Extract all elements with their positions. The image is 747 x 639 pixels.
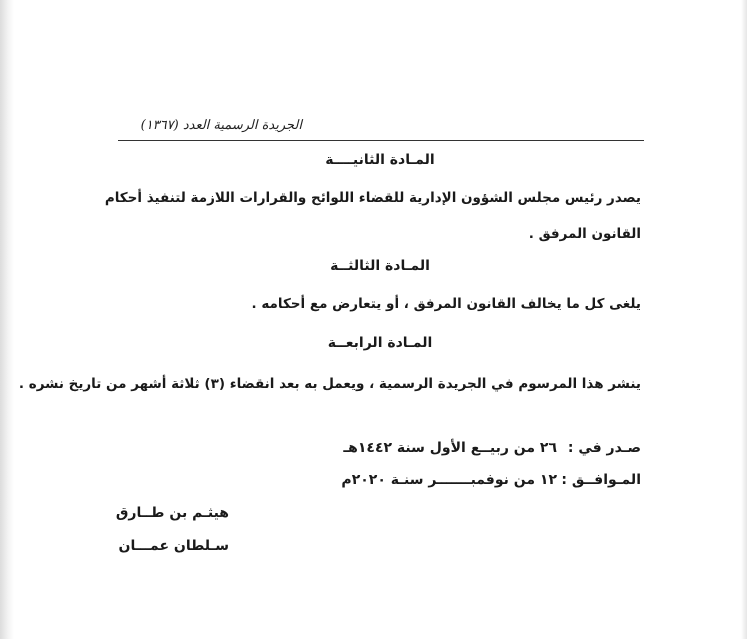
signatory-title: سـلطان عمـــان	[118, 538, 229, 554]
page-edge-shadow-right	[741, 0, 747, 639]
page-edge-shadow	[0, 0, 14, 639]
article-4-line-1: ينشر هذا المرسوم في الجريدة الرسمية ، ويعمل به بعد انقضاء (٣) ثلاثة أشهر من تاريخ نشره .	[18, 376, 641, 392]
issued-date-line	[343, 440, 641, 456]
article-2-line-1: يصدر رئيس مجلس الشؤون الإدارية للقضاء اللوائح والقرارات اللازمة لتنفيذ أحكام	[104, 190, 641, 206]
issued-label: صـدر في :	[567, 440, 641, 456]
header-divider	[118, 140, 644, 141]
corresponding-label: المـوافــق :	[561, 472, 641, 488]
corresponding-date-line	[341, 472, 641, 488]
article-2-line-2: القانون المرفق .	[528, 226, 641, 242]
signatory-name: هيثـم بن طــارق	[115, 505, 229, 521]
corresponding-value: ١٢ من نوفمبـــــــر سنـة ٢٠٢٠م	[341, 472, 557, 488]
issued-value: ٢٦ من ربيــع الأول سنة ١٤٤٢هـ	[343, 440, 557, 456]
article-2-heading: المـادة الثانيــــة	[325, 152, 435, 168]
article-3-heading: المـادة الثالثــة	[330, 258, 430, 274]
article-3-line-1: يلغى كل ما يخالف القانون المرفق ، أو يتعارض مع أحكامه .	[251, 296, 641, 312]
article-4-heading: المـادة الرابعــة	[327, 335, 433, 351]
gazette-header: الجريدة الرسمية العدد (١٣٦٧)	[140, 118, 302, 133]
